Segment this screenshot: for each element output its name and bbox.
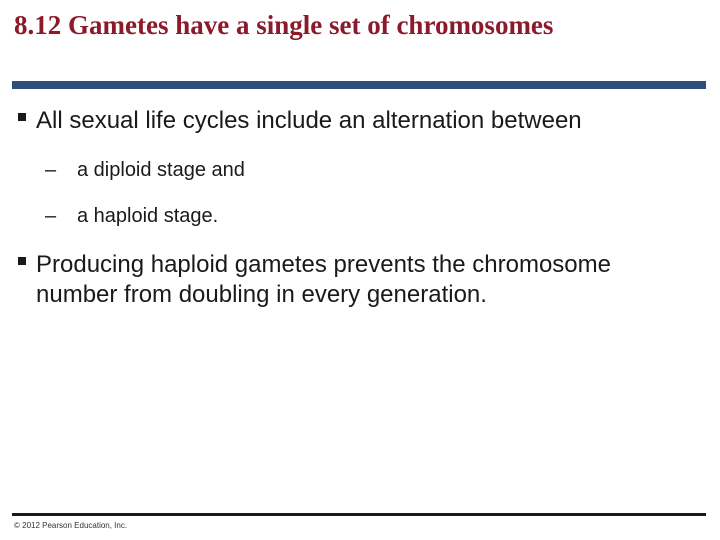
sub-bullet-item xyxy=(45,158,618,182)
slide-body xyxy=(18,106,618,310)
copyright-footer: © 2012 Pearson Education, Inc. xyxy=(14,521,128,530)
bullet-text: Producing haploid gametes prevents the chromosome number from doubling in every generation. xyxy=(36,251,611,308)
bullet-item xyxy=(18,106,618,136)
dash-icon: – xyxy=(45,205,57,227)
sub-bullet-text: a haploid stage. xyxy=(77,205,219,227)
bullet-item xyxy=(18,250,618,310)
dash-icon: – xyxy=(45,159,57,181)
square-bullet-icon xyxy=(18,257,26,265)
sub-bullet-text: a diploid stage and xyxy=(77,159,245,181)
sub-bullet-list xyxy=(45,158,618,228)
footer-divider xyxy=(12,513,706,516)
title-divider xyxy=(12,81,706,89)
bullet-text: All sexual life cycles include an alternation between xyxy=(36,107,582,134)
sub-bullet-item xyxy=(45,204,618,228)
slide-title: 8.12 Gametes have a single set of chromosomes xyxy=(14,10,554,40)
square-bullet-icon xyxy=(18,113,26,121)
